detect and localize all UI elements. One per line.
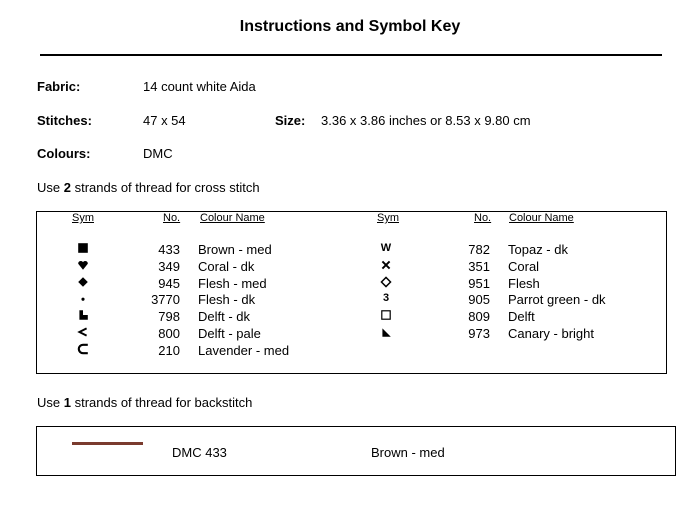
list-item: Coral xyxy=(508,259,540,274)
colours-label: Colours: xyxy=(37,146,91,161)
less-than-icon xyxy=(73,326,93,338)
stitches-label: Stitches: xyxy=(37,113,92,128)
sym-header-left: Sym xyxy=(72,212,94,224)
list-item: 951 xyxy=(468,276,490,291)
list-item: 973 xyxy=(468,326,490,341)
list-item: 945 xyxy=(158,276,180,291)
hollow-square-icon xyxy=(376,309,396,321)
list-item: Delft - dk xyxy=(198,309,251,324)
cross-icon xyxy=(376,259,396,271)
list-item: 3770 xyxy=(151,292,180,307)
sym-header-right: Sym xyxy=(377,212,399,224)
no-header-right: No. xyxy=(474,212,492,224)
heart-icon xyxy=(73,259,93,271)
filled-square-icon xyxy=(73,242,93,254)
dot-icon xyxy=(73,292,93,304)
backstitch-color-line xyxy=(72,442,143,445)
hollow-diamond-icon xyxy=(376,276,396,288)
backstitch-code: DMC 433 xyxy=(172,445,227,460)
list-item: Delft xyxy=(508,309,535,324)
stitches-value: 47 x 54 xyxy=(143,113,186,128)
size-label: Size: xyxy=(275,113,306,128)
list-item: Flesh - dk xyxy=(198,292,256,307)
list-item: 800 xyxy=(158,326,180,341)
cross-stitch-instruction: Use 2 strands of thread for cross stitch xyxy=(37,180,260,195)
list-item: Flesh - med xyxy=(198,276,267,291)
list-item: Coral - dk xyxy=(198,259,255,274)
page-title: Instructions and Symbol Key xyxy=(239,18,461,35)
no-header-left: No. xyxy=(163,212,181,224)
list-item: Parrot green - dk xyxy=(508,292,606,307)
backstitch-key-box xyxy=(36,426,676,476)
list-item: Canary - bright xyxy=(508,326,594,341)
title-rule xyxy=(40,54,662,56)
backstitch-name: Brown - med xyxy=(371,445,445,460)
list-item: Topaz - dk xyxy=(508,242,568,257)
list-item: Lavender - med xyxy=(198,343,290,358)
triangle-icon xyxy=(376,326,396,338)
list-item: 351 xyxy=(468,259,490,274)
fabric-label: Fabric: xyxy=(37,79,81,94)
step-block-icon xyxy=(73,309,93,321)
list-item: 809 xyxy=(468,309,490,324)
size-value: 3.36 x 3.86 inches or 8.53 x 9.80 cm xyxy=(321,113,531,128)
list-item: Delft - pale xyxy=(198,326,261,341)
list-item: 349 xyxy=(158,259,180,274)
colours-value: DMC xyxy=(143,146,173,161)
three-icon: 3 xyxy=(382,292,390,304)
list-item: 210 xyxy=(158,343,180,358)
list-item: 798 xyxy=(158,309,180,324)
fabric-value: 14 count white Aida xyxy=(143,79,256,94)
colour-name-header-right: Colour Name xyxy=(509,212,574,224)
w-letter-icon: W xyxy=(380,242,392,254)
list-item: 782 xyxy=(468,242,490,257)
filled-diamond-icon xyxy=(73,276,93,288)
list-item: 433 xyxy=(158,242,180,257)
list-item: 905 xyxy=(468,292,490,307)
colour-name-header-left: Colour Name xyxy=(200,212,265,224)
backstitch-instruction: Use 1 strands of thread for backstitch xyxy=(37,395,253,410)
list-item: Brown - med xyxy=(198,242,272,257)
list-item: Flesh xyxy=(508,276,540,291)
subset-icon xyxy=(73,343,93,355)
